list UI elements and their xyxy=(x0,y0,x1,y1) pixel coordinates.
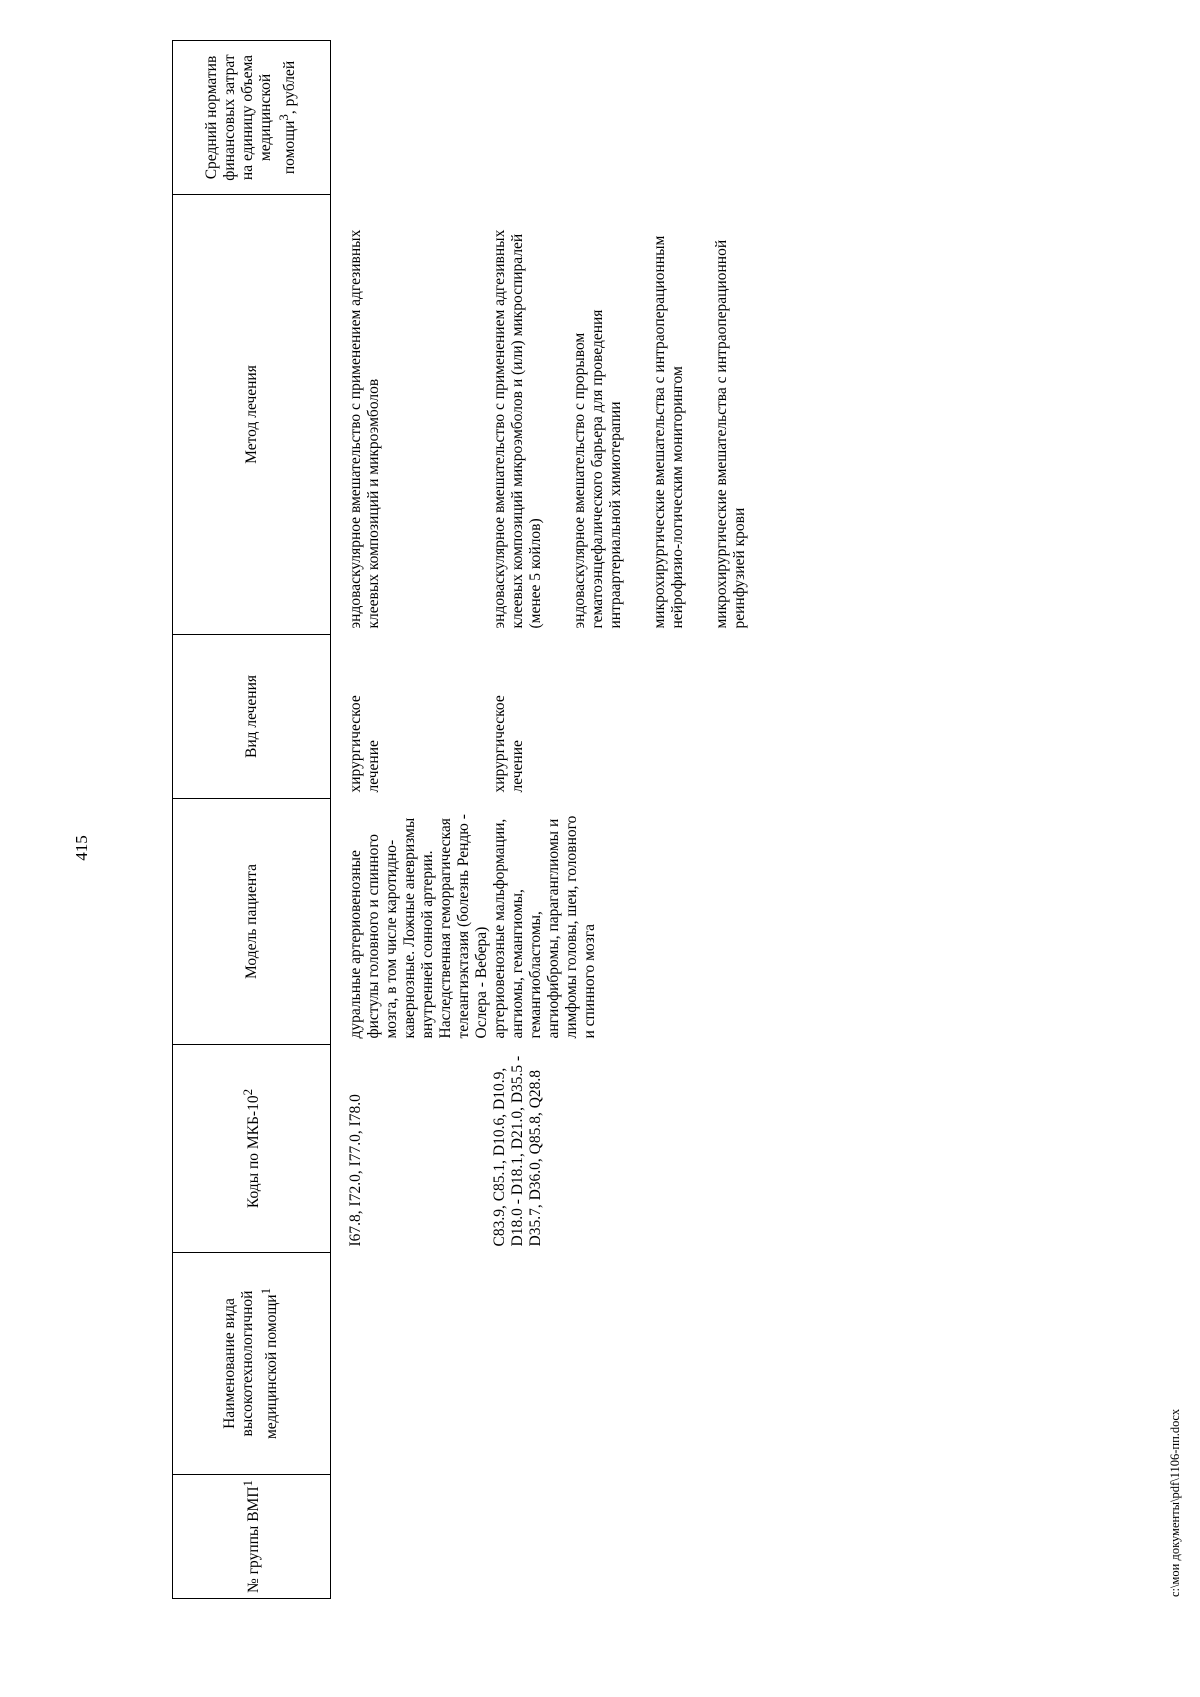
cost-norm-cell xyxy=(331,41,492,195)
table-row xyxy=(331,41,492,1599)
vmp-type-cell xyxy=(491,1253,775,1475)
method-item: эндоваскулярное вмешательство с прорывом гематоэнцефалического барьера для проведения интраартериальной химиотерапии xyxy=(571,309,624,629)
method-item: микрохирургические вмешательства с интраоперационным нейрофизио-логическим мониторингом xyxy=(651,235,686,629)
table-header-row xyxy=(173,41,331,1599)
header-treatment-method: Метод лечения xyxy=(173,195,331,635)
header-treatment-kind: Вид лечения xyxy=(173,635,331,799)
header-group-no: № группы ВМП$^1$ xyxy=(173,1475,331,1599)
page-number: 415 xyxy=(72,835,91,861)
icd-codes-cell: I67.8, I72.0, I77.0, I78.0 xyxy=(347,1094,364,1247)
cost-norm-cell xyxy=(491,41,775,195)
treatment-method-cell xyxy=(491,195,775,635)
icd-codes-cell: C83.9, C85.1, D10.6, D10.9, D18.0 - D18.1, D21.0, D35.5 - D35.7, D36.0, Q85.8, Q28.8 xyxy=(491,1055,544,1247)
method-item: эндоваскулярное вмешательство с применением адгезивных клеевых композиций и микроэмболов xyxy=(347,229,382,629)
patient-model-cell: артериовенозные мальформации, ангиомы, гемангиомы, гемангиобластомы, ангиофибромы, параганглиомы и лимфомы головы, шеи, головного и спинного мозга xyxy=(491,815,598,1039)
method-item: эндоваскулярное вмешательство с применением адгезивных клеевых композиций микроэмболов и (или) микроспиралей (менее 5 койлов) xyxy=(491,229,544,629)
vmp-type-cell xyxy=(331,1253,492,1475)
vmp-table xyxy=(172,40,775,1599)
group-no-cell xyxy=(491,1475,775,1599)
patient-model-cell: дуральные артериовенозные фистулы головного и спинного мозга, в том числе каротидно-кавернозные. Ложные аневризмы внутренней сонной артерии. Наследственная геморрагическая телеангиэктазия (болезнь Рендю - Ослера - Вебера) xyxy=(347,814,490,1039)
header-cost-norm: Средний норматив финансовых затрат на единицу объема медицинской помощи$^3$, рублей xyxy=(173,41,331,195)
method-item: микрохирургические вмешательства с интраоперационной реинфузией крови xyxy=(713,239,748,629)
table-row xyxy=(491,41,775,1599)
footer-file-path: c:\мои документы\pdf\1106-пп.docx xyxy=(1168,1408,1182,1597)
treatment-kind-cell: хирургическое лечение xyxy=(491,695,526,793)
treatment-kind-cell: хирургическое лечение xyxy=(347,695,382,793)
treatment-method-cell xyxy=(331,195,492,635)
header-vmp-type: Наименование вида высокотехнологичной медицинской помощи$^1$ xyxy=(173,1253,331,1475)
header-icd-codes: Коды по МКБ-$10^2$ xyxy=(173,1045,331,1253)
header-patient-model: Модель пациента xyxy=(173,799,331,1045)
group-no-cell xyxy=(331,1475,492,1599)
